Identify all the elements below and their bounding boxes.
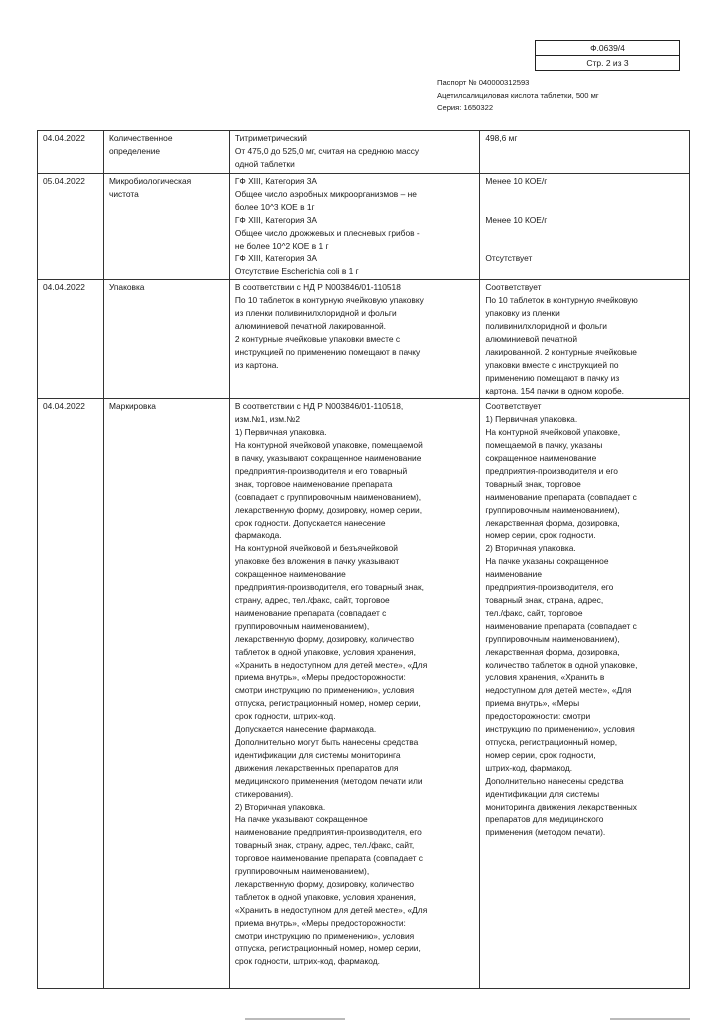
table-row [38, 131, 690, 174]
document-header [437, 77, 599, 115]
row-test: Маркировка [103, 399, 229, 989]
test-results-table [37, 130, 690, 989]
row-result: Соответствует 1) Первичная упаковка. На контурной ячейковой упаковке, помещаемой в пачку, указаны сокращенное наименование предприятия-производителя и его товарный знак, торговое наименование препарата (совпадает с группировочным наименованием), лекарственная форма, дозировка, номер серии, срок годности. 2) Вторичная упаковка. На пачке указаны сокращенное наименование предприятия-производителя, его товарный знак, страна, адрес, тел./факс, сайт, торговое наименование препарата (совпадает с группировочным наименованием), лекарственная форма, дозировка, количество таблеток в одной упаковке, условия хранения, «Хранить в недоступном для детей месте», «Для приема внутрь», «Меры предосторожности: смотри инструкцию по применению», условия отпуска, регистрационный номер, номер серии, срок годности, штрих-код, фармакод. Дополнительно нанесены средства идентификации для системы мониторинга движения лекарственных препаратов для медицинского применения (методом печати). [480, 399, 690, 989]
row-result: 498,6 мг [480, 131, 690, 174]
row-result: Соответствует По 10 таблеток в контурную ячейковую упаковку из пленки поливинилхлоридной и фольги алюминиевой печатной лакированной. 2 контурные ячейковые упаковки вместе с инструкцией по применению помещают в пачку из картона. 154 пачки в одном коробе. [480, 280, 690, 399]
scan-artifact [245, 1018, 345, 1020]
row-test: Микробиологическая чистота [103, 174, 229, 280]
row-result: Менее 10 КОЕ/г Менее 10 КОЕ/г Отсутствует [480, 174, 690, 280]
row-norm: ГФ XIII, Категория 3А Общее число аэробных микроорганизмов – не более 10^3 КОЕ в 1г ГФ XIII, Категория 3А Общее число дрожжевых и плесневых грибов - не более 10^2 КОЕ в 1 г ГФ XIII, Категория 3А Отсутствие Escherichia coli в 1 г [229, 174, 480, 280]
row-test: Упаковка [103, 280, 229, 399]
table-row [38, 174, 690, 280]
row-date: 04.04.2022 [38, 280, 104, 399]
row-norm: В соответствии с НД Р N003846/01-110518, изм.№1, изм.№2 1) Первичная упаковка. На контурной ячейковой упаковке, помещаемой в пачку, указывают сокращенное наименование предприятия-производителя и его товарный знак, торговое наименование препарата (совпадает с группировочным наименованием), лекарственную форму, дозировку, номер серии, срок годности. Допускается нанесение фармакода. На контурной ячейковой и безъячейковой упаковке без вложения в пачку указывают сокращенное наименование предприятия-производителя, его товарный знак, страну, адрес, тел./факс, сайт, торговое наименование препарата (совпадает с группировочным наименованием), лекарственную форму, дозировку, количество таблеток в одной упаковке, условия хранения, «Хранить в недоступном для детей месте», «Для приема внутрь», «Меры предосторожности: смотри инструкцию по применению», условия отпуска, регистрационный номер, номер серии, срок годности, штрих-код. Допускается нанесение фармакода. Дополнительно могут быть нанесены средства идентификации для системы мониторинга движения лекарственных препаратов для медицинского применения (методом печати или стикерования). 2) Вторичная упаковка. На пачке указывают сокращенное наименование предприятия-производителя, его товарный знак, страну, адрес, тел./факс, сайт, торговое наименование препарата (совпадает с группировочным наименованием), лекарственную форму, дозировку, количество таблеток в одной упаковке, условия хранения, «Хранить в недоступном для детей месте», «Для приема внутрь», «Меры предосторожности: смотри инструкцию по применению», условия отпуска, регистрационный номер, номер серии, срок годности, штрих-код, фармакод. [229, 399, 480, 989]
series-number: Серия: 1650322 [437, 103, 494, 112]
row-norm: Титриметрический От 475,0 до 525,0 мг, считая на среднюю массу одной таблетки [229, 131, 480, 174]
product-name: Ацетилсалициловая кислота таблетки, 500 мг [437, 90, 599, 100]
row-date: 05.04.2022 [38, 174, 104, 280]
row-test: Количественное определение [103, 131, 229, 174]
scan-artifact [610, 1018, 690, 1020]
table-row [38, 399, 690, 989]
row-norm: В соответствии с НД Р N003846/01-110518 По 10 таблеток в контурную ячейковую упаковку из пленки поливинилхлоридной и фольги алюминиевой печатной лакированной. 2 контурные ячейковые упаковки вместе с инструкцией по применению помещают в пачку из картона. [229, 280, 480, 399]
table-row [38, 280, 690, 399]
row-date: 04.04.2022 [38, 131, 104, 174]
form-number: Ф.0639/4 [590, 43, 625, 53]
form-number-box [535, 40, 680, 71]
passport-number: Паспорт № 040000312593 [437, 78, 530, 87]
row-date: 04.04.2022 [38, 399, 104, 989]
page-number: Стр. 2 из 3 [536, 55, 679, 70]
